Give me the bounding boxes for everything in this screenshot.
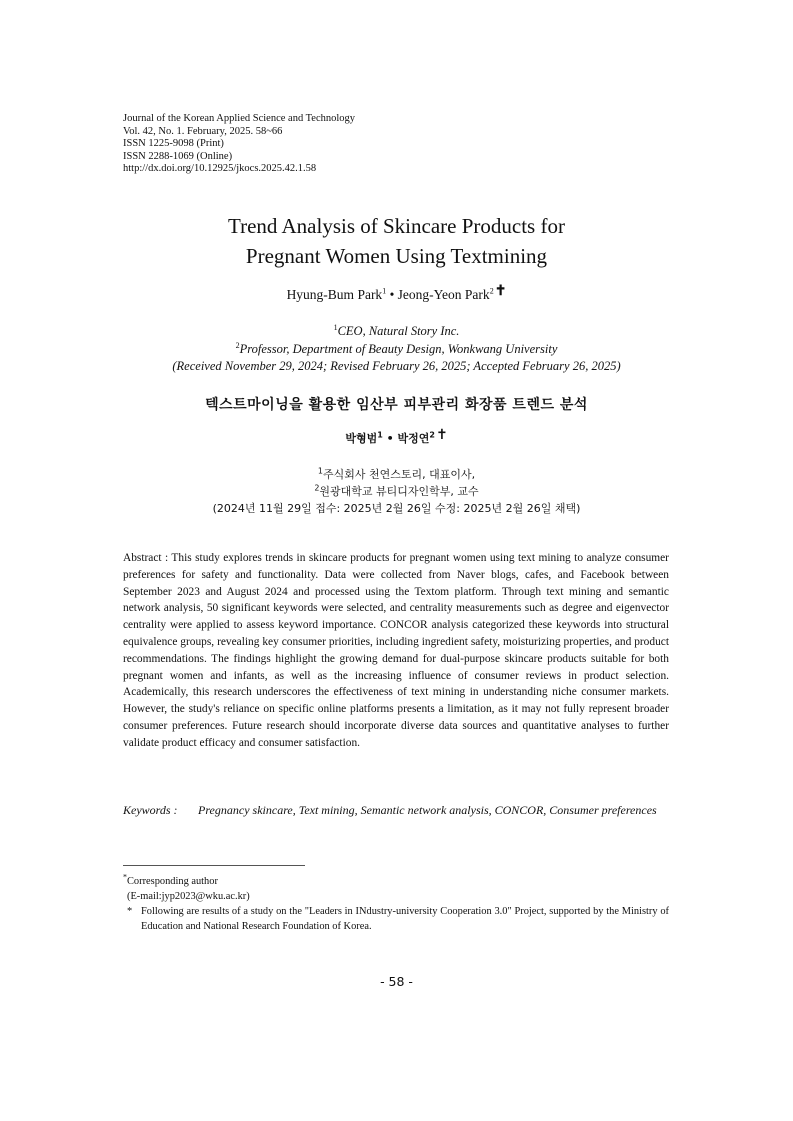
korean-affiliation-2: $^2$원광대학교 뷰티디자인학부, 교수: [314, 483, 479, 498]
korean-title: 텍스트마이닝을 활용한 임산부 피부관리 화장품 트렌드 분석: [205, 397, 588, 413]
korean-affiliations: [0, 466, 793, 517]
authors: [0, 284, 793, 303]
keywords-label: Keywords :: [123, 803, 178, 817]
keywords: [123, 802, 669, 819]
author-2: Jeong-Yeon Park: [397, 287, 490, 302]
keywords-value: Pregnancy skincare, Text mining, Semantic network analysis, CONCOR, Consumer preferences: [198, 803, 657, 817]
korean-authors: 박형범$^1$ • 박정연$^2$✝: [345, 427, 448, 445]
abstract-text: This study explores trends in skincare products for pregnant women using text mining to analyze consumer preferences for safety and functionality. Data were collected from Naver blogs, cafes, and Facebook between September 2023 and August 2024 and processed using the Textom platform. Through text mining and semantic network analysis, 50 significant keywords were selected, and centrality measurements such as degree and eigenvector centrality were applied to assess keyword importance. CONCOR analysis categorized these keywords into structural equivalence groups, revealing key consumer priorities, including ingredient safety, moisturizing properties, and product recommendations. The findings highlight the growing demand for dual-purpose skincare products suitable for both pregnant women and infants, as well as the increasing influence of consumer reviews in product selection. Academically, this research underscores the effectiveness of text mining in understanding niche consumer markets. However, the study's reliance on specific online platforms presents a limitation, as it may not fully represent broader consumer preferences. Future research should incorporate diverse data sources and quantitative analyses to further validate product efficacy and consumer satisfaction.: [123, 552, 669, 749]
corresponding-email: (E-mail:jyp2023@wku.ac.kr): [127, 891, 250, 902]
doi-link[interactable]: http://dx.doi.org/10.12925/jkocs.2025.42.1.58: [123, 163, 317, 175]
affiliation-2: $^2$Professor, Department of Beauty Design, Wonkwang University: [235, 340, 558, 356]
corresponding-dagger-icon: ✝: [494, 284, 507, 299]
journal-volume: Vol. 42, No. 1. February, 2025. 58~66: [123, 125, 283, 137]
author-2-sup: 2: [489, 286, 494, 296]
affiliations: [0, 323, 793, 376]
author-1: Hyung-Bum Park: [286, 287, 383, 302]
affiliation-1: $^1$CEO, Natural Story Inc.: [333, 322, 460, 338]
paper-title: [0, 211, 793, 271]
korean-author-2: 박정연: [397, 432, 430, 445]
corresponding-author: *Corresponding author: [123, 872, 218, 887]
author-1-sup: 1: [382, 286, 387, 296]
funding-note: * Following are results of a study on the "Leaders in INdustry-university Cooperation 3.0" Project, supported by the Ministry of Education and National Research Foundation of Korea.: [127, 906, 669, 932]
abstract: [123, 550, 669, 752]
footnotes: [123, 874, 669, 934]
abstract-label: Abstract :: [123, 552, 172, 564]
journal-header: [123, 113, 355, 176]
footnote-divider: [123, 865, 305, 866]
author-separator: •: [386, 287, 398, 302]
received-dates: (Received November 29, 2024; Revised February 26, 2025; Accepted February 26, 2025): [172, 359, 621, 373]
korean-dagger-icon: ✝: [435, 427, 448, 443]
issn-online: ISSN 2288-1069 (Online): [123, 150, 233, 162]
title-line-1: Trend Analysis of Skincare Products for: [228, 214, 565, 238]
korean-affiliation-1: $^1$주식회사 천연스토리, 대표이사,: [317, 466, 476, 481]
issn-print: ISSN 1225-9098 (Print): [123, 138, 224, 150]
korean-author-1: 박형범: [345, 432, 378, 445]
korean-received-dates: (2024년 11월 29일 접수: 2025년 2월 26일 수정: 2025년 2월 26일 채택): [212, 502, 581, 515]
title-line-2: Pregnant Women Using Textmining: [245, 244, 548, 268]
journal-name: Journal of the Korean Applied Science and Technology: [123, 113, 356, 124]
page-number: - 58 -: [380, 974, 413, 989]
